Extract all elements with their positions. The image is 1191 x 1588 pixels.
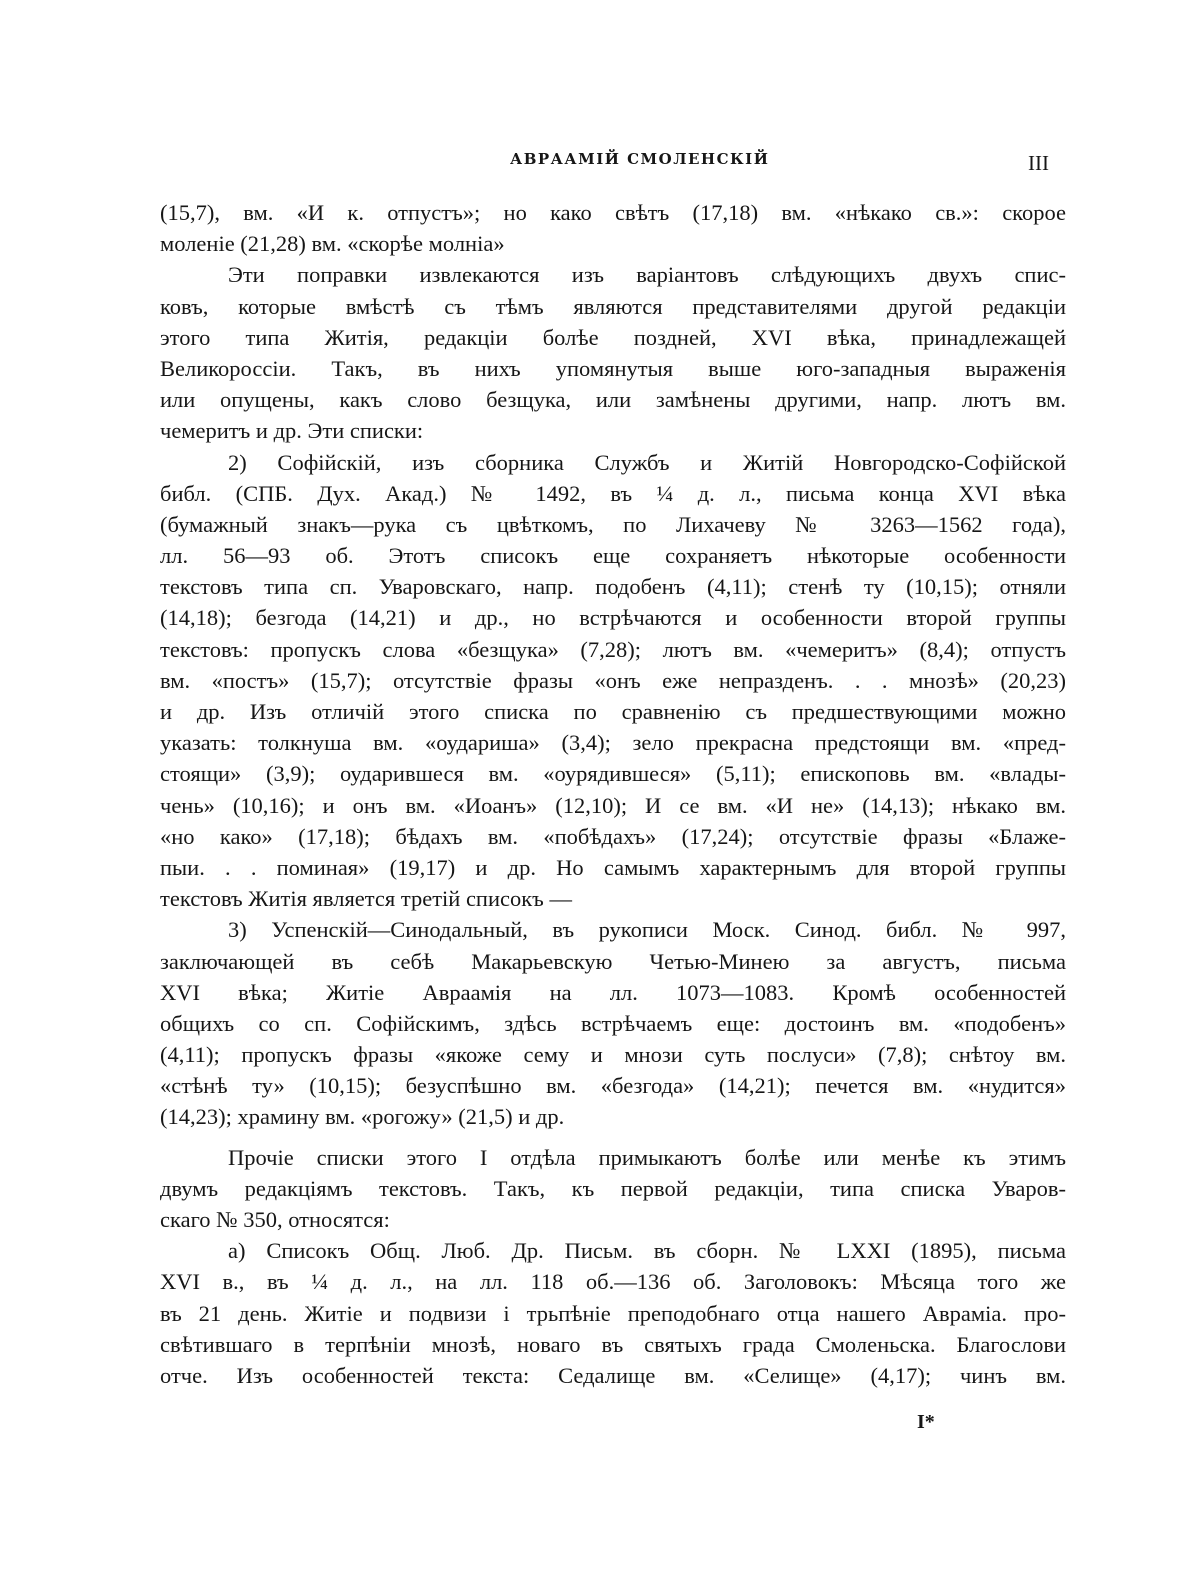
text-line: ковъ, которые вмѣстѣ съ тѣмъ являются представителями другой редакціи [160,293,1066,319]
text-line: 2) Софійскій, изъ сборника Службъ и Житій Новгородско-Софійской [228,449,1066,475]
text-line: двумъ редакціямъ текстовъ. Такъ, къ первой редакціи, типа списка Уваров- [160,1175,1066,1201]
text-line: «стѣнѣ ту» (10,15); безуспѣшно вм. «безгода» (14,21); печется вм. «нудится» [160,1073,1066,1099]
text-line: XVI в., въ ¼ д. л., на лл. 118 об.—136 об. Заголовокъ: Мѣсяца того же [160,1269,1066,1295]
running-title: АВРААМІЙ СМОЛЕНСКІЙ [510,150,770,168]
text-line: скаго № 350, относятся: [160,1207,390,1232]
text-line: Эти поправки извлекаются изъ варіантовъ слѣдующихъ двухъ спис- [228,262,1066,288]
text-line: «но како» (17,18); бѣдахъ вм. «побѣдахъ» (17,24); отсутствіе фразы «Блаже- [160,823,1066,849]
text-line: текстовъ типа сп. Уваровскаго, напр. подобенъ (4,11); стенѣ ту (10,15); отняли [160,574,1066,600]
text-line: пыи. . . поминая» (19,17) и др. Но самымъ характернымъ для второй группы [160,854,1066,880]
text-line: (15,7), вм. «И к. отпустъ»; но како свѣтъ (17,18) вм. «нѣкако св.»: скорое [160,200,1066,225]
text-line: 3) Успенскій—Синодальный, въ рукописи Моск. Синод. библ. № 997, [228,917,1066,943]
text-line: моленіе (21,28) вм. «скорѣе молніа» [160,231,505,257]
text-line: Великороссіи. Такъ, въ нихъ упомянутыя выше юго-западныя выраженія [160,355,1066,381]
text-line: (14,18); безгода (14,21) и др., но встрѣчаются и особенности второй группы [160,605,1066,631]
page-number: III [1028,151,1049,175]
text-line: чемеритъ и др. Эти списки: [160,418,424,444]
text-line: этого типа Житія, редакціи болѣе поздней, XVI вѣка, принадлежащей [160,324,1066,350]
text-line: стоящи» (3,9); оударившеся вм. «оурядившеся» (5,11); епископовь вм. «влады- [160,761,1066,787]
text-line: (4,11); пропускъ фразы «якоже сему и мнози суть послуси» (7,8); снѣтоу вм. [160,1042,1066,1068]
text-line: XVI вѣка; Житіе Авраамія на лл. 1073—1083. Кромѣ особенностей [160,979,1066,1005]
text-line: (14,23); храмину вм. «рогожу» (21,5) и др. [160,1104,565,1130]
body-text [160,197,1066,1391]
text-line: а) Списокъ Общ. Люб. Др. Письм. въ сборн. № LXXI (1895), письма [228,1238,1066,1264]
text-line: чень» (10,16); и онъ вм. «Иоанъ» (12,10); И се вм. «И не» (14,13); нѣкако вм. [160,792,1066,818]
text-line: или опущены, какъ слово безщука, или замѣнены другими, напр. лютъ вм. [160,387,1066,413]
text-line: указать: толкнуша вм. «оудариша» (3,4); зело прекрасна предстоящи вм. «пред- [160,730,1066,756]
text-line: лл. 56—93 об. Этотъ списокъ еще сохраняетъ нѣкоторые особенности [160,543,1066,569]
text-line: отче. Изъ особенностей текста: Седалище вм. «Селище» (4,17); чинъ вм. [160,1362,1066,1388]
text-line: и др. Изъ отличій этого списка по сравненію съ предшествующими можно [160,699,1066,724]
text-line: общихъ со сп. Софійскимъ, здѣсь встрѣчаемъ еще: достоинъ вм. «подобенъ» [160,1010,1066,1036]
text-line: текстовъ Житія является третій списокъ — [160,886,572,912]
text-line: библ. (СПБ. Дух. Акад.) № 1492, въ ¼ д. л., письма конца XVI вѣка [160,480,1066,506]
text-line: въ 21 день. Житіе и подвизи і трьпѣніе преподобнаго отца нашего Авраміа. про- [160,1300,1066,1326]
text-line: свѣтившаго в терпѣніи мнозѣ, новаго въ святыхъ града Смоленьска. Благослови [160,1331,1066,1357]
text-line: заключающей въ себѣ Макарьевскую Четью-Минею за августъ, письма [160,948,1066,974]
signature-mark: I* [917,1411,935,1433]
text-line: вм. «постъ» (15,7); отсутствіе фразы «онъ еже непразденъ. . . мнозѣ» (20,23) [160,667,1066,693]
text-line: (бумажный знакъ—рука съ цвѣткомъ, по Лихачеву № 3263—1562 года), [160,511,1066,537]
running-head [0,150,1191,174]
text-line: Прочіе списки этого I отдѣла примыкаютъ болѣе или менѣе къ этимъ [228,1144,1066,1170]
text-line: текстовъ: пропускъ слова «безщука» (7,28); лютъ вм. «чемеритъ» (8,4); отпустъ [160,636,1066,662]
